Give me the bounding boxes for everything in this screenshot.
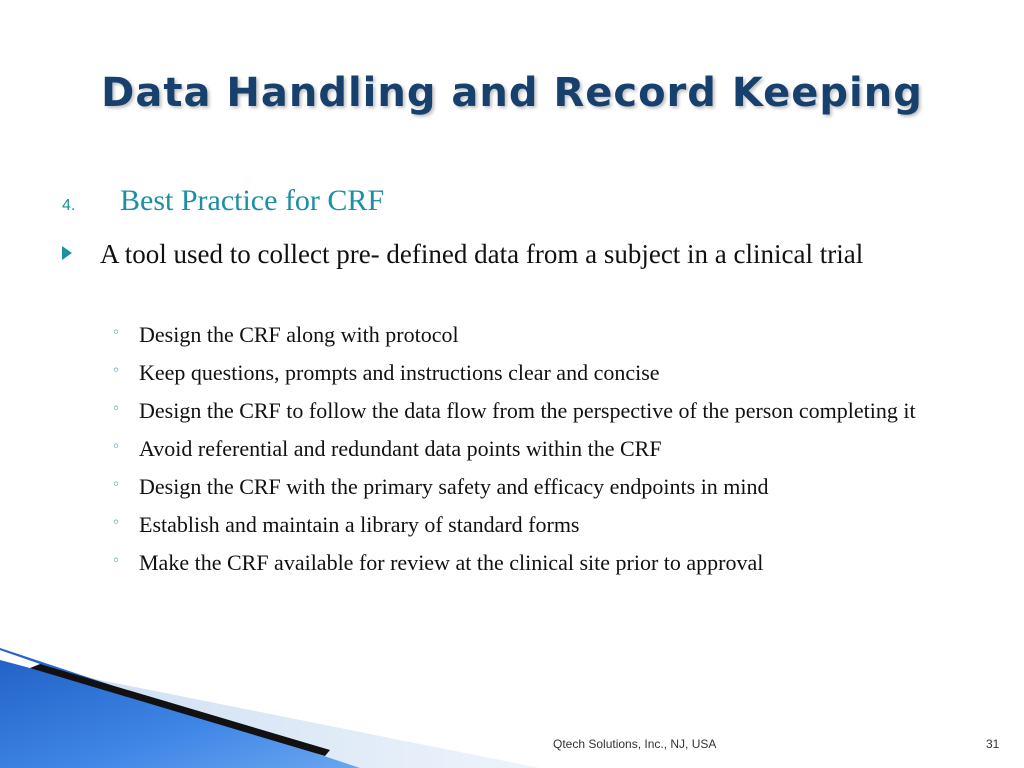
page-number: 31	[986, 737, 1000, 751]
sub-bullet-text: Design the CRF to follow the data flow from the perspective of the person completing it	[139, 398, 916, 423]
triangle-right-icon	[62, 234, 100, 275]
circle-bullet-icon: ◦	[112, 553, 121, 569]
sub-bullet-text: Establish and maintain a library of standard forms	[139, 512, 580, 537]
circle-bullet-icon: ◦	[112, 325, 121, 341]
main-bullet	[62, 234, 922, 275]
footer-company: Qtech Solutions, Inc., NJ, USA	[553, 737, 717, 751]
list-item	[112, 546, 972, 579]
sub-bullet-text: Design the CRF along with protocol	[139, 322, 459, 347]
circle-bullet-icon: ◦	[112, 477, 121, 493]
sub-bullet-text: Make the CRF available for review at the clinical site prior to approval	[139, 550, 764, 575]
sub-bullet-text: Design the CRF with the primary safety and efficacy endpoints in mind	[139, 474, 769, 499]
list-item	[112, 432, 972, 465]
list-item	[112, 508, 972, 541]
main-bullet-text: A tool used to collect pre- defined data from a subject in a clinical trial	[100, 239, 864, 269]
section-number: 4.	[62, 197, 76, 214]
list-item	[112, 394, 972, 427]
slide-title: Data Handling and Record Keeping	[101, 70, 923, 116]
list-item	[112, 318, 972, 351]
circle-bullet-icon: ◦	[112, 363, 121, 379]
list-item	[112, 470, 972, 503]
sub-bullet-text: Keep questions, prompts and instructions clear and concise	[139, 360, 660, 385]
sub-bullet-list	[112, 318, 972, 584]
section-heading	[62, 184, 384, 218]
sub-bullet-text: Avoid referential and redundant data points within the CRF	[139, 436, 662, 461]
circle-bullet-icon: ◦	[112, 401, 121, 417]
circle-bullet-icon: ◦	[112, 515, 121, 531]
section-title: Best Practice for CRF	[120, 184, 385, 217]
circle-bullet-icon: ◦	[112, 439, 121, 455]
list-item	[112, 356, 972, 389]
